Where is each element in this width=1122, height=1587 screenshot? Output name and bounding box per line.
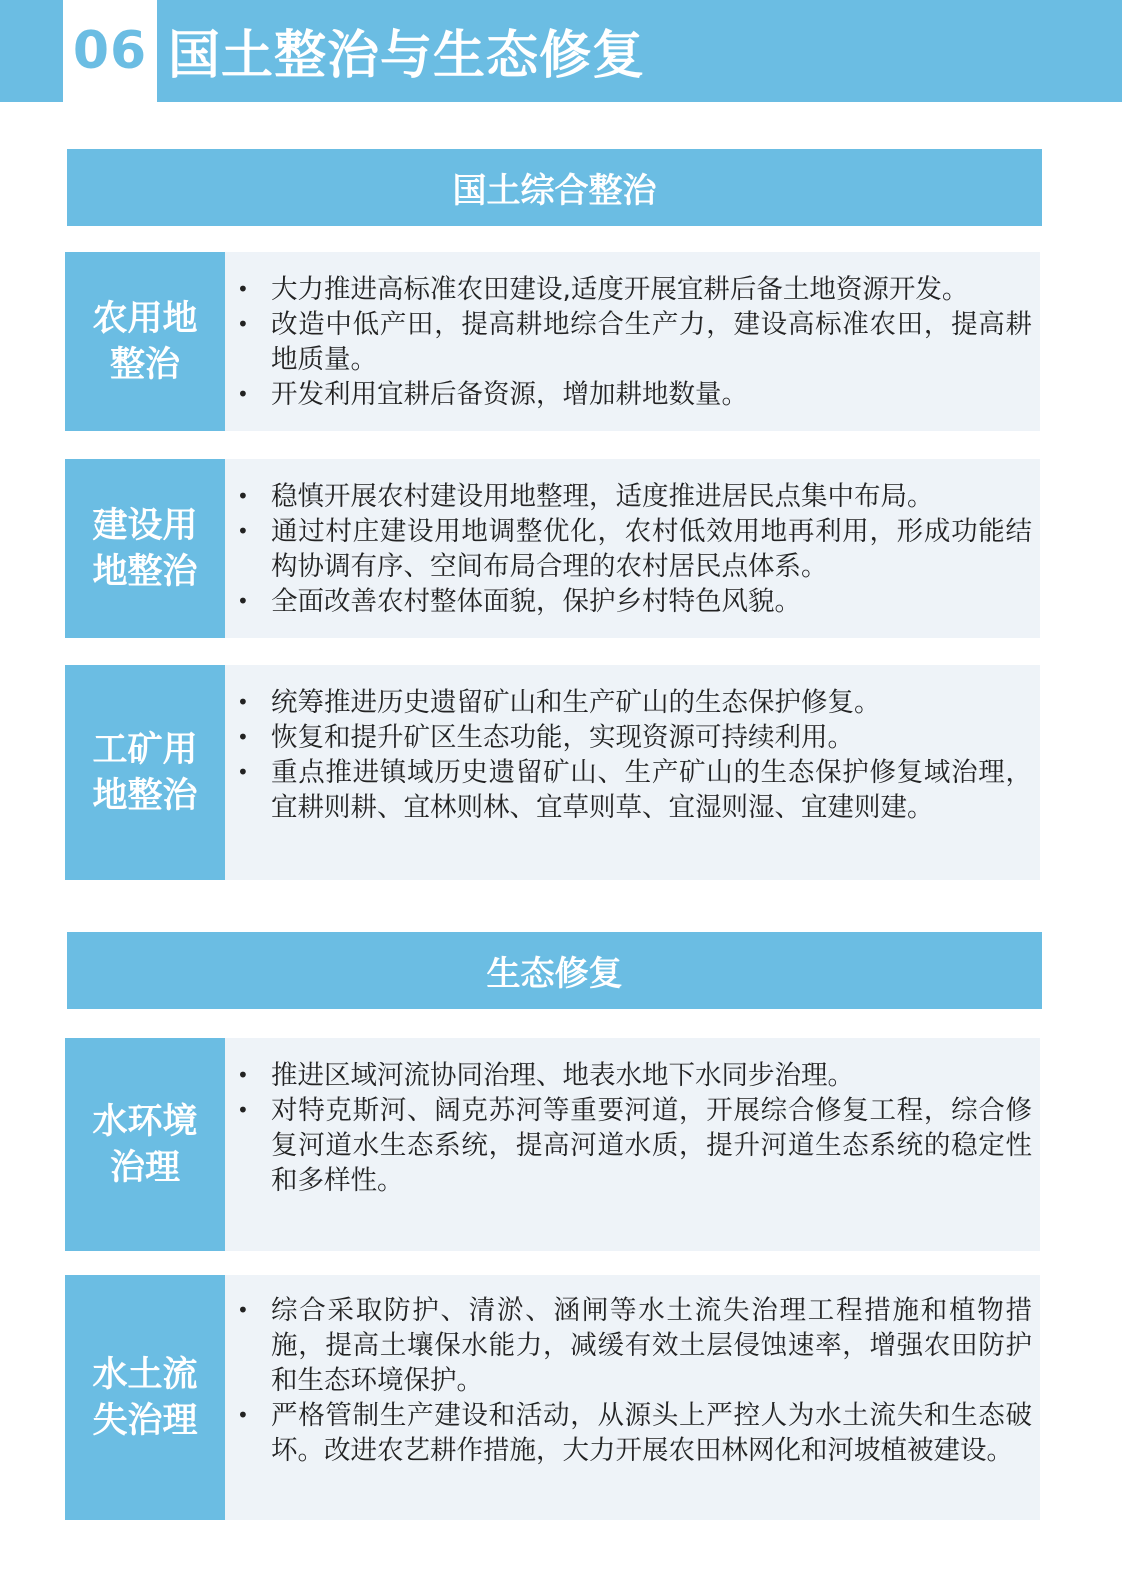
list-item: • 恢复和提升矿区生态功能，实现资源可持续利用。 <box>233 720 1032 755</box>
card-body <box>225 665 1040 880</box>
card-body <box>225 1038 1040 1251</box>
card-body <box>225 459 1040 638</box>
card-label: 农用地整治 <box>92 298 198 385</box>
list-item: • 全面改善农村整体面貌，保护乡村特色风貌。 <box>233 584 1032 619</box>
card-industrial-mining-land <box>65 665 1040 880</box>
list-item: • 重点推进镇域历史遗留矿山、生产矿山的生态保护修复域治理，宜耕则耕、宜林则林、宜草则草、宜湿则湿、宜建则建。 <box>233 755 1032 825</box>
card-construction-land <box>65 459 1040 638</box>
list-item: • 通过村庄建设用地调整优化，农村低效用地再利用，形成功能结构协调有序、空间布局合理的农村居民点体系。 <box>233 514 1032 584</box>
card-body <box>225 1275 1040 1520</box>
bullet-list <box>233 479 1032 619</box>
list-item: • 改造中低产田，提高耕地综合生产力，建设高标准农田，提高耕地质量。 <box>233 307 1032 377</box>
card-label: 水土流失治理 <box>92 1354 198 1441</box>
section-banner-land-consolidation: 国土综合整治 <box>67 149 1042 226</box>
card-label-box <box>65 1275 225 1520</box>
list-item: • 对特克斯河、阔克苏河等重要河道，开展综合修复工程，综合修复河道水生态系统，提高河道水质，提升河道生态系统的稳定性和多样性。 <box>233 1093 1032 1198</box>
section-banner-ecological-restoration: 生态修复 <box>67 932 1042 1009</box>
section-number-box <box>63 0 157 102</box>
bullet-list <box>233 685 1032 825</box>
card-body <box>225 252 1040 431</box>
card-label-box <box>65 252 225 431</box>
list-item: • 大力推进高标准农田建设,适度开展宜耕后备土地资源开发。 <box>233 272 1032 307</box>
card-label-box <box>65 1038 225 1251</box>
bullet-list <box>233 1058 1032 1198</box>
list-item: • 严格管制生产建设和活动，从源头上严控人为水土流失和生态破坏。改进农艺耕作措施，大力开展农田林网化和河坡植被建设。 <box>233 1398 1032 1468</box>
list-item: • 开发利用宜耕后备资源，增加耕地数量。 <box>233 377 1032 412</box>
card-label: 建设用地整治 <box>92 505 198 592</box>
card-water-environment <box>65 1038 1040 1251</box>
card-soil-erosion <box>65 1275 1040 1520</box>
card-farmland <box>65 252 1040 431</box>
card-label: 工矿用地整治 <box>92 729 198 816</box>
list-item: • 统筹推进历史遗留矿山和生产矿山的生态保护修复。 <box>233 685 1032 720</box>
card-label-box <box>65 459 225 638</box>
card-label-box <box>65 665 225 880</box>
list-item: • 稳慎开展农村建设用地整理，适度推进居民点集中布局。 <box>233 479 1032 514</box>
list-item: • 推进区域河流协同治理、地表水地下水同步治理。 <box>233 1058 1032 1093</box>
section-number: 06 <box>72 21 148 81</box>
page-title: 国土整治与生态修复 <box>168 25 646 86</box>
card-label: 水环境治理 <box>92 1101 198 1188</box>
bullet-list <box>233 1293 1032 1468</box>
bullet-list <box>233 272 1032 412</box>
list-item: • 综合采取防护、清淤、涵闸等水土流失治理工程措施和植物措施，提高土壤保水能力，减缓有效土层侵蚀速率，增强农田防护和生态环境保护。 <box>233 1293 1032 1398</box>
